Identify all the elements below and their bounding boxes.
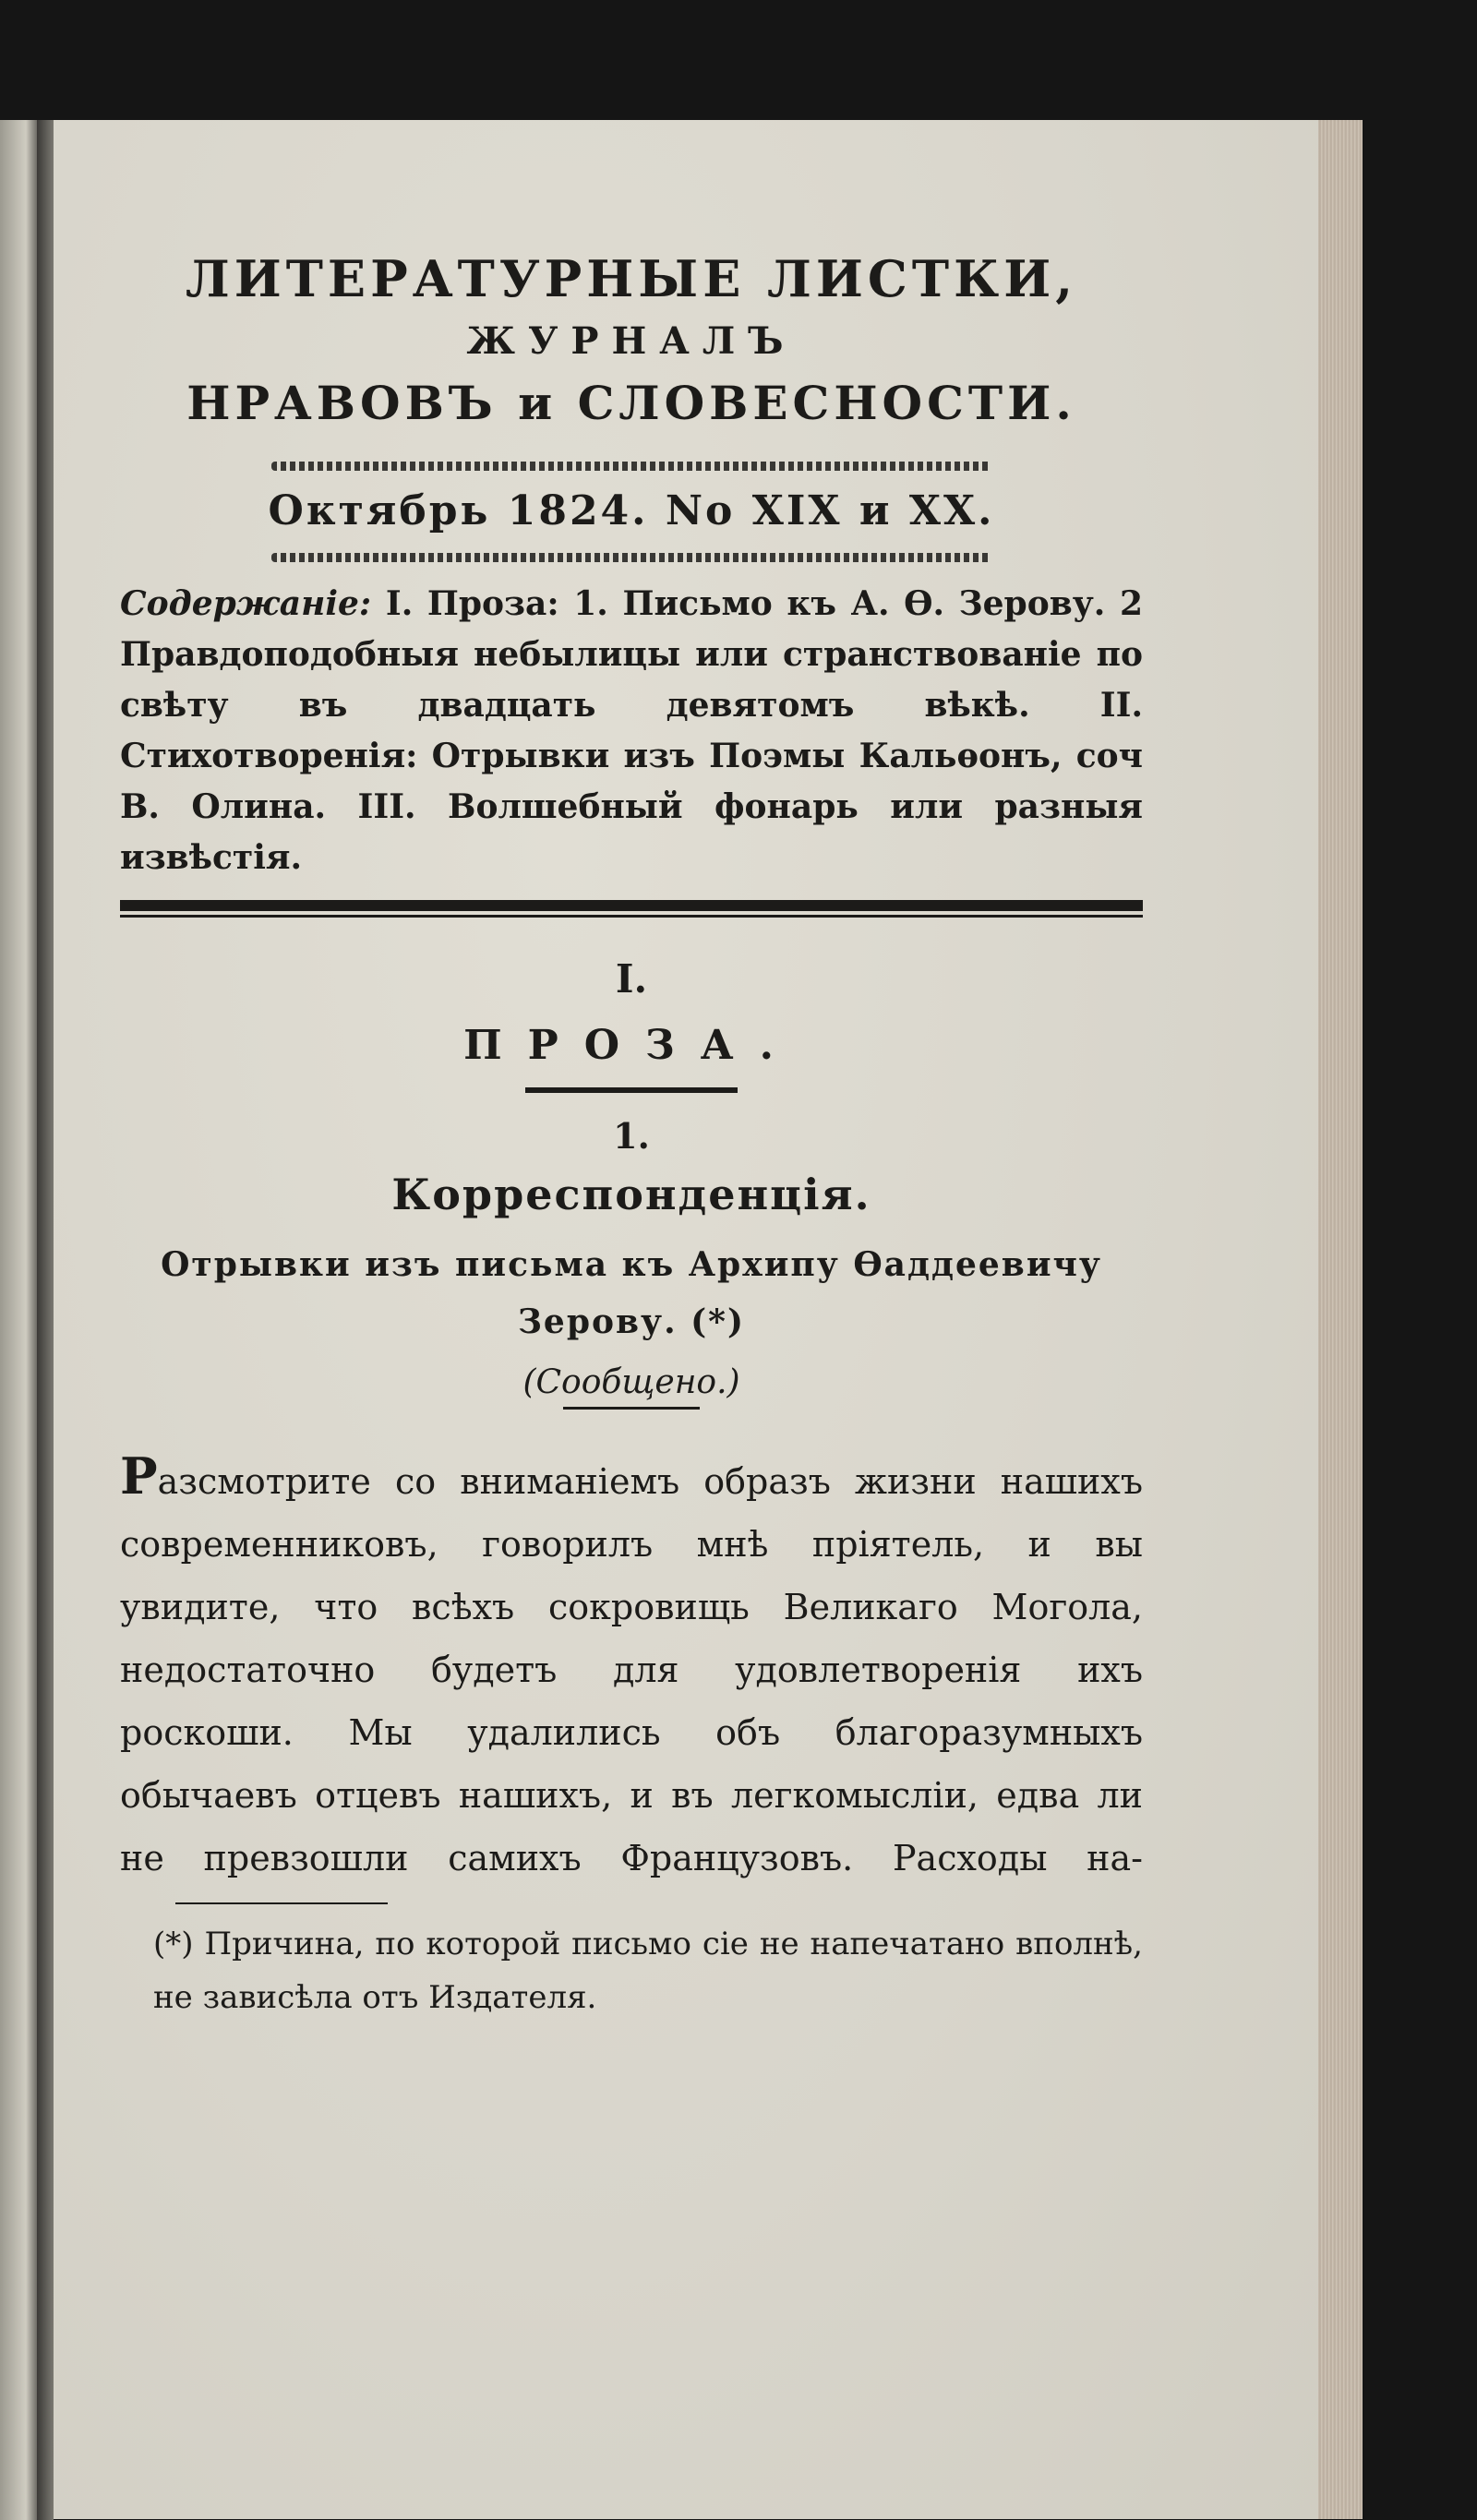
section-number: I. [615, 956, 648, 1002]
article-note: (Сообщено.) [522, 1363, 740, 1401]
ornamental-rule-top [271, 462, 991, 471]
left-page-edge [0, 120, 37, 2520]
note-rule [563, 1407, 700, 1410]
drop-capital: Р [120, 1446, 158, 1506]
contents-text: I. Проза: 1. Письмо къ А. Ѳ. Зерову. 2 Правдоподобныя небылицы или странствованіе по свѣту въ двадцать девятомъ вѣкѣ. II. Стихотворенія: Отрывки изъ Поэмы Кальѳонъ, соч В. Олина. III. Волшебный фонарь или разныя извѣстія. [120, 584, 1143, 877]
issue-line: Октябрь 1824. No XIX и XX. [268, 487, 995, 534]
section-rule [525, 1087, 738, 1093]
article-subtitle-line-1: Отрывки изъ письма къ Архипу Ѳаддеевичу [161, 1245, 1102, 1284]
ornamental-rule-bottom [271, 553, 991, 562]
book-page [54, 120, 1318, 2519]
footnote: (*) Причина, по которой письмо сіе не напечатано вполнѣ, не зависѣла отъ Издателя. [153, 1926, 1143, 2016]
journal-subtitle-2: НРАВОВЪ и СЛОВЕСНОСТИ. [186, 376, 1076, 430]
journal-title: ЛИТЕРАТУРНЫЕ ЛИСТКИ, [185, 249, 1078, 308]
body-text: азсмотрите со вниманіемъ образъ жизни нашихъ современниковъ, говорилъ мнѣ пріятель, и вы увидите, что всѣхъ сокровищь Великаго Могола, недостаточно будетъ для удовлетворенія ихъ роскоши. Мы удалились объ благоразумныхъ обычаевъ отцевъ нашихъ, и въ легкомысліи, едва ли не превзошли самихъ Французовъ. Расходы на- [120, 1461, 1143, 1878]
table-of-contents [120, 579, 1143, 883]
body-paragraph [120, 1445, 1143, 1890]
heavy-divider [120, 900, 1143, 911]
article-subtitle [120, 1236, 1143, 1350]
thin-divider [120, 915, 1143, 918]
article-subtitle-line-2: Зерову. (*) [517, 1302, 746, 1341]
article-title: Корреспонденція. [391, 1170, 871, 1219]
book-gutter [37, 120, 54, 2520]
contents-label: Содержаніе: [120, 584, 372, 623]
page-content [120, 249, 1143, 2024]
page-block-edge [1318, 120, 1363, 2519]
footnote-rule [175, 1902, 388, 1904]
section-title: ПРОЗА. [463, 1022, 799, 1069]
article-number: 1. [613, 1115, 650, 1157]
masthead [120, 249, 1143, 430]
journal-subtitle: ЖУРНАЛЪ [466, 319, 797, 363]
